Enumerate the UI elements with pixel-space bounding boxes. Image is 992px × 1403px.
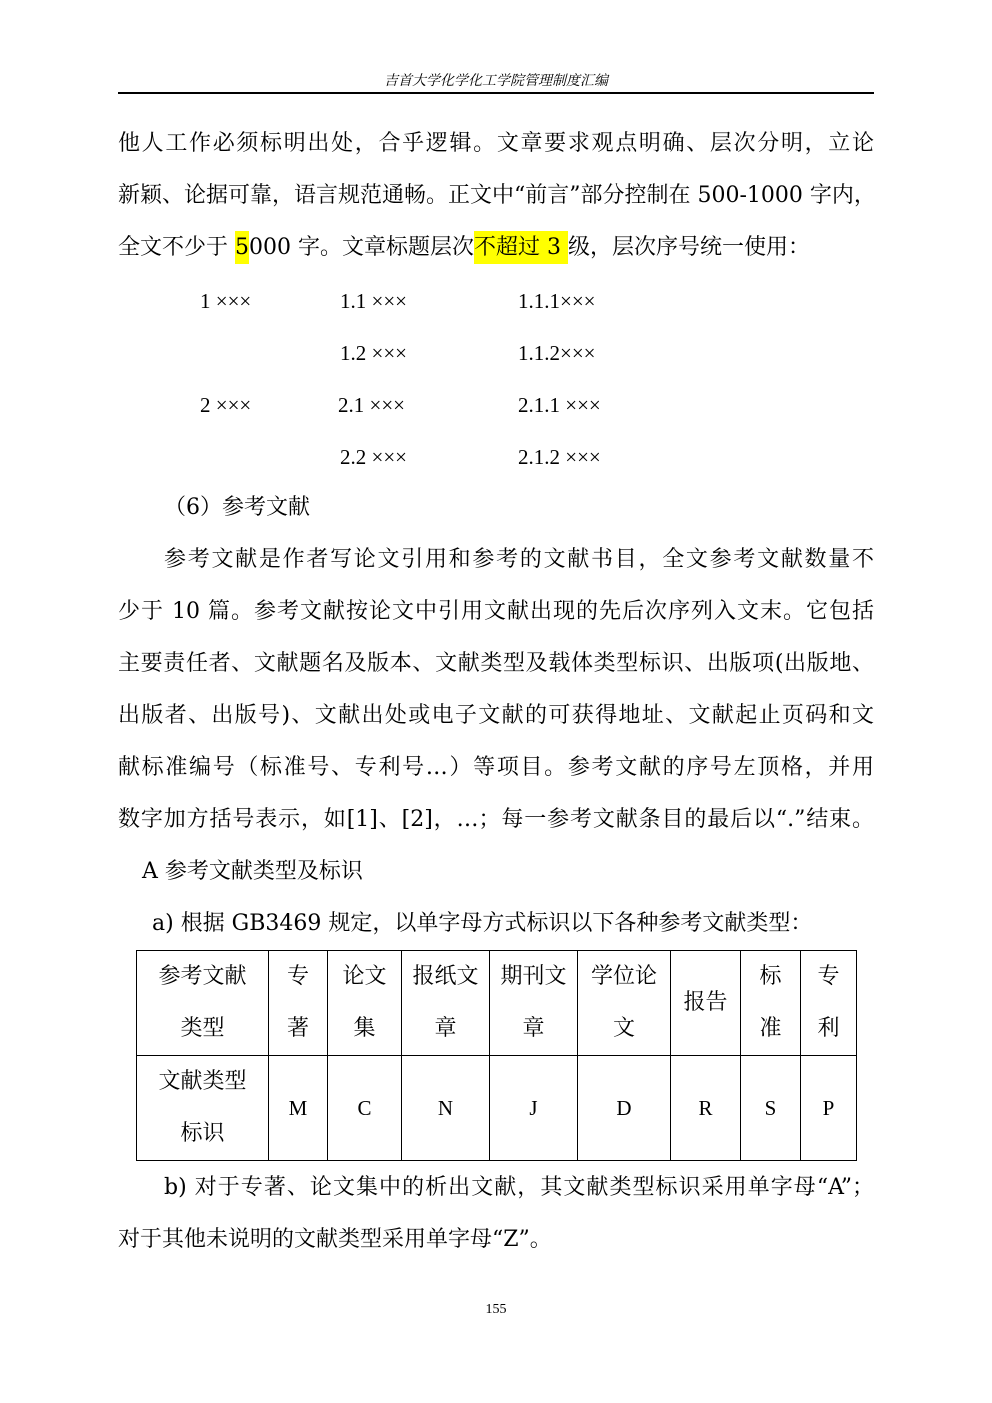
paragraph-1-line-1: 他人工作必须标明出处，合乎逻辑。文章要求观点明确、层次分明，立论	[118, 131, 874, 156]
subsection-heading: A 参考文献类型及标识	[142, 859, 363, 884]
table-cell: J	[490, 1056, 578, 1161]
list-item-a: a) 根据 GB3469 规定，以单字母方式标识以下各种参考文献类型：	[152, 911, 813, 936]
table-cell	[137, 1056, 269, 1161]
cell-line: 参考文献	[158, 964, 247, 989]
table-cell: M	[269, 1056, 328, 1161]
table-cell	[671, 951, 741, 1056]
cell-line: 准	[759, 1016, 782, 1041]
paragraph-2-line-3: 主要责任者、文献题名及版本、文献类型及载体类型标识、出版项(出版地、	[118, 651, 874, 676]
numbering-level-2: 1.2 ×××	[340, 341, 408, 365]
numbering-level-1: 1 ×××	[200, 289, 252, 313]
cell-line: 期刊文	[500, 964, 567, 989]
table-cell: D	[578, 1056, 671, 1161]
cell-line: 类型	[180, 1016, 225, 1041]
list-item-b-line-1: b) 对于专著、论文集中的析出文献，其文献类型标识采用单字母“A”；	[164, 1175, 874, 1200]
list-item-b-line-2: 对于其他未说明的文献类型采用单字母“Z”。	[118, 1227, 552, 1252]
page-header: 吉首大学化学化工学院管理制度汇编	[384, 73, 608, 89]
text-segment: 全文不少于	[118, 235, 235, 260]
numbering-level-3: 2.1.2 ×××	[518, 445, 601, 469]
paragraph-1-line-3	[118, 228, 874, 268]
section-heading: （6）参考文献	[164, 495, 310, 520]
table-cell	[490, 951, 578, 1056]
cell-line: 学位论	[590, 964, 657, 989]
table-cell	[402, 951, 490, 1056]
cell-line: 专	[817, 964, 840, 989]
numbering-level-2: 1.1 ×××	[340, 289, 408, 313]
text-segment: 级，层次序号统一使用：	[567, 235, 810, 260]
table-cell: R	[671, 1056, 741, 1161]
numbering-level-3: 2.1.1 ×××	[518, 393, 601, 417]
page-number: 155	[485, 1302, 507, 1317]
cell-line: 文献类型	[158, 1069, 247, 1094]
cell-line: 论文	[342, 964, 387, 989]
numbering-level-3: 1.1.2×××	[518, 341, 596, 365]
numbering-level-1: 2 ×××	[200, 393, 252, 417]
cell-line: 报纸文	[412, 964, 479, 989]
paragraph-1-line-2: 新颖、论据可靠，语言规范通畅。正文中“前言”部分控制在 500-1000 字内，	[118, 183, 876, 208]
paragraph-2-line-1: 参考文献是作者写论文引用和参考的文献书目，全文参考文献数量不	[164, 547, 874, 572]
table-cell: S	[741, 1056, 801, 1161]
paragraph-2-line-2: 少于 10 篇。参考文献按论文中引用文献出现的先后次序列入文末。它包括	[118, 599, 874, 624]
table-cell	[328, 951, 402, 1056]
table-cell: N	[402, 1056, 490, 1161]
numbering-level-2: 2.2 ×××	[340, 445, 408, 469]
cell-line: 著	[286, 1016, 309, 1041]
table-header-row	[137, 951, 857, 1056]
cell-line: 章	[522, 1016, 545, 1041]
cell-line: 标	[759, 964, 782, 989]
cell-line: 文	[612, 1016, 635, 1041]
reference-type-table	[136, 950, 857, 1161]
highlighted-text: 不超过 3	[474, 231, 568, 264]
table-cell: P	[801, 1056, 857, 1161]
table-cell	[741, 951, 801, 1056]
table-cell	[801, 951, 857, 1056]
cell-line: 专	[286, 964, 309, 989]
table-cell	[269, 951, 328, 1056]
numbering-level-2: 2.1 ×××	[338, 393, 406, 417]
highlighted-text: 5	[235, 231, 249, 264]
cell-line: 章	[434, 1016, 457, 1041]
table-cell: C	[328, 1056, 402, 1161]
text-segment: 000 字。文章标题层次	[249, 235, 474, 260]
numbering-level-3: 1.1.1×××	[518, 289, 596, 313]
table-row	[137, 1056, 857, 1161]
cell-line: 利	[817, 1016, 840, 1041]
cell-line: 标识	[180, 1121, 225, 1146]
cell-line: 集	[353, 1016, 376, 1041]
paragraph-2-line-5: 献标准编号（标准号、专利号…）等项目。参考文献的序号左顶格，并用	[118, 755, 874, 780]
cell-line: 报告	[683, 990, 728, 1015]
header-divider	[118, 92, 874, 94]
table-cell	[137, 951, 269, 1056]
table-cell	[578, 951, 671, 1056]
paragraph-2-line-6: 数字加方括号表示，如[1]、[2]，…；每一参考文献条目的最后以“.”结束。	[118, 807, 874, 832]
paragraph-2-line-4: 出版者、出版号)、文献出处或电子文献的可获得地址、文献起止页码和文	[118, 703, 874, 728]
